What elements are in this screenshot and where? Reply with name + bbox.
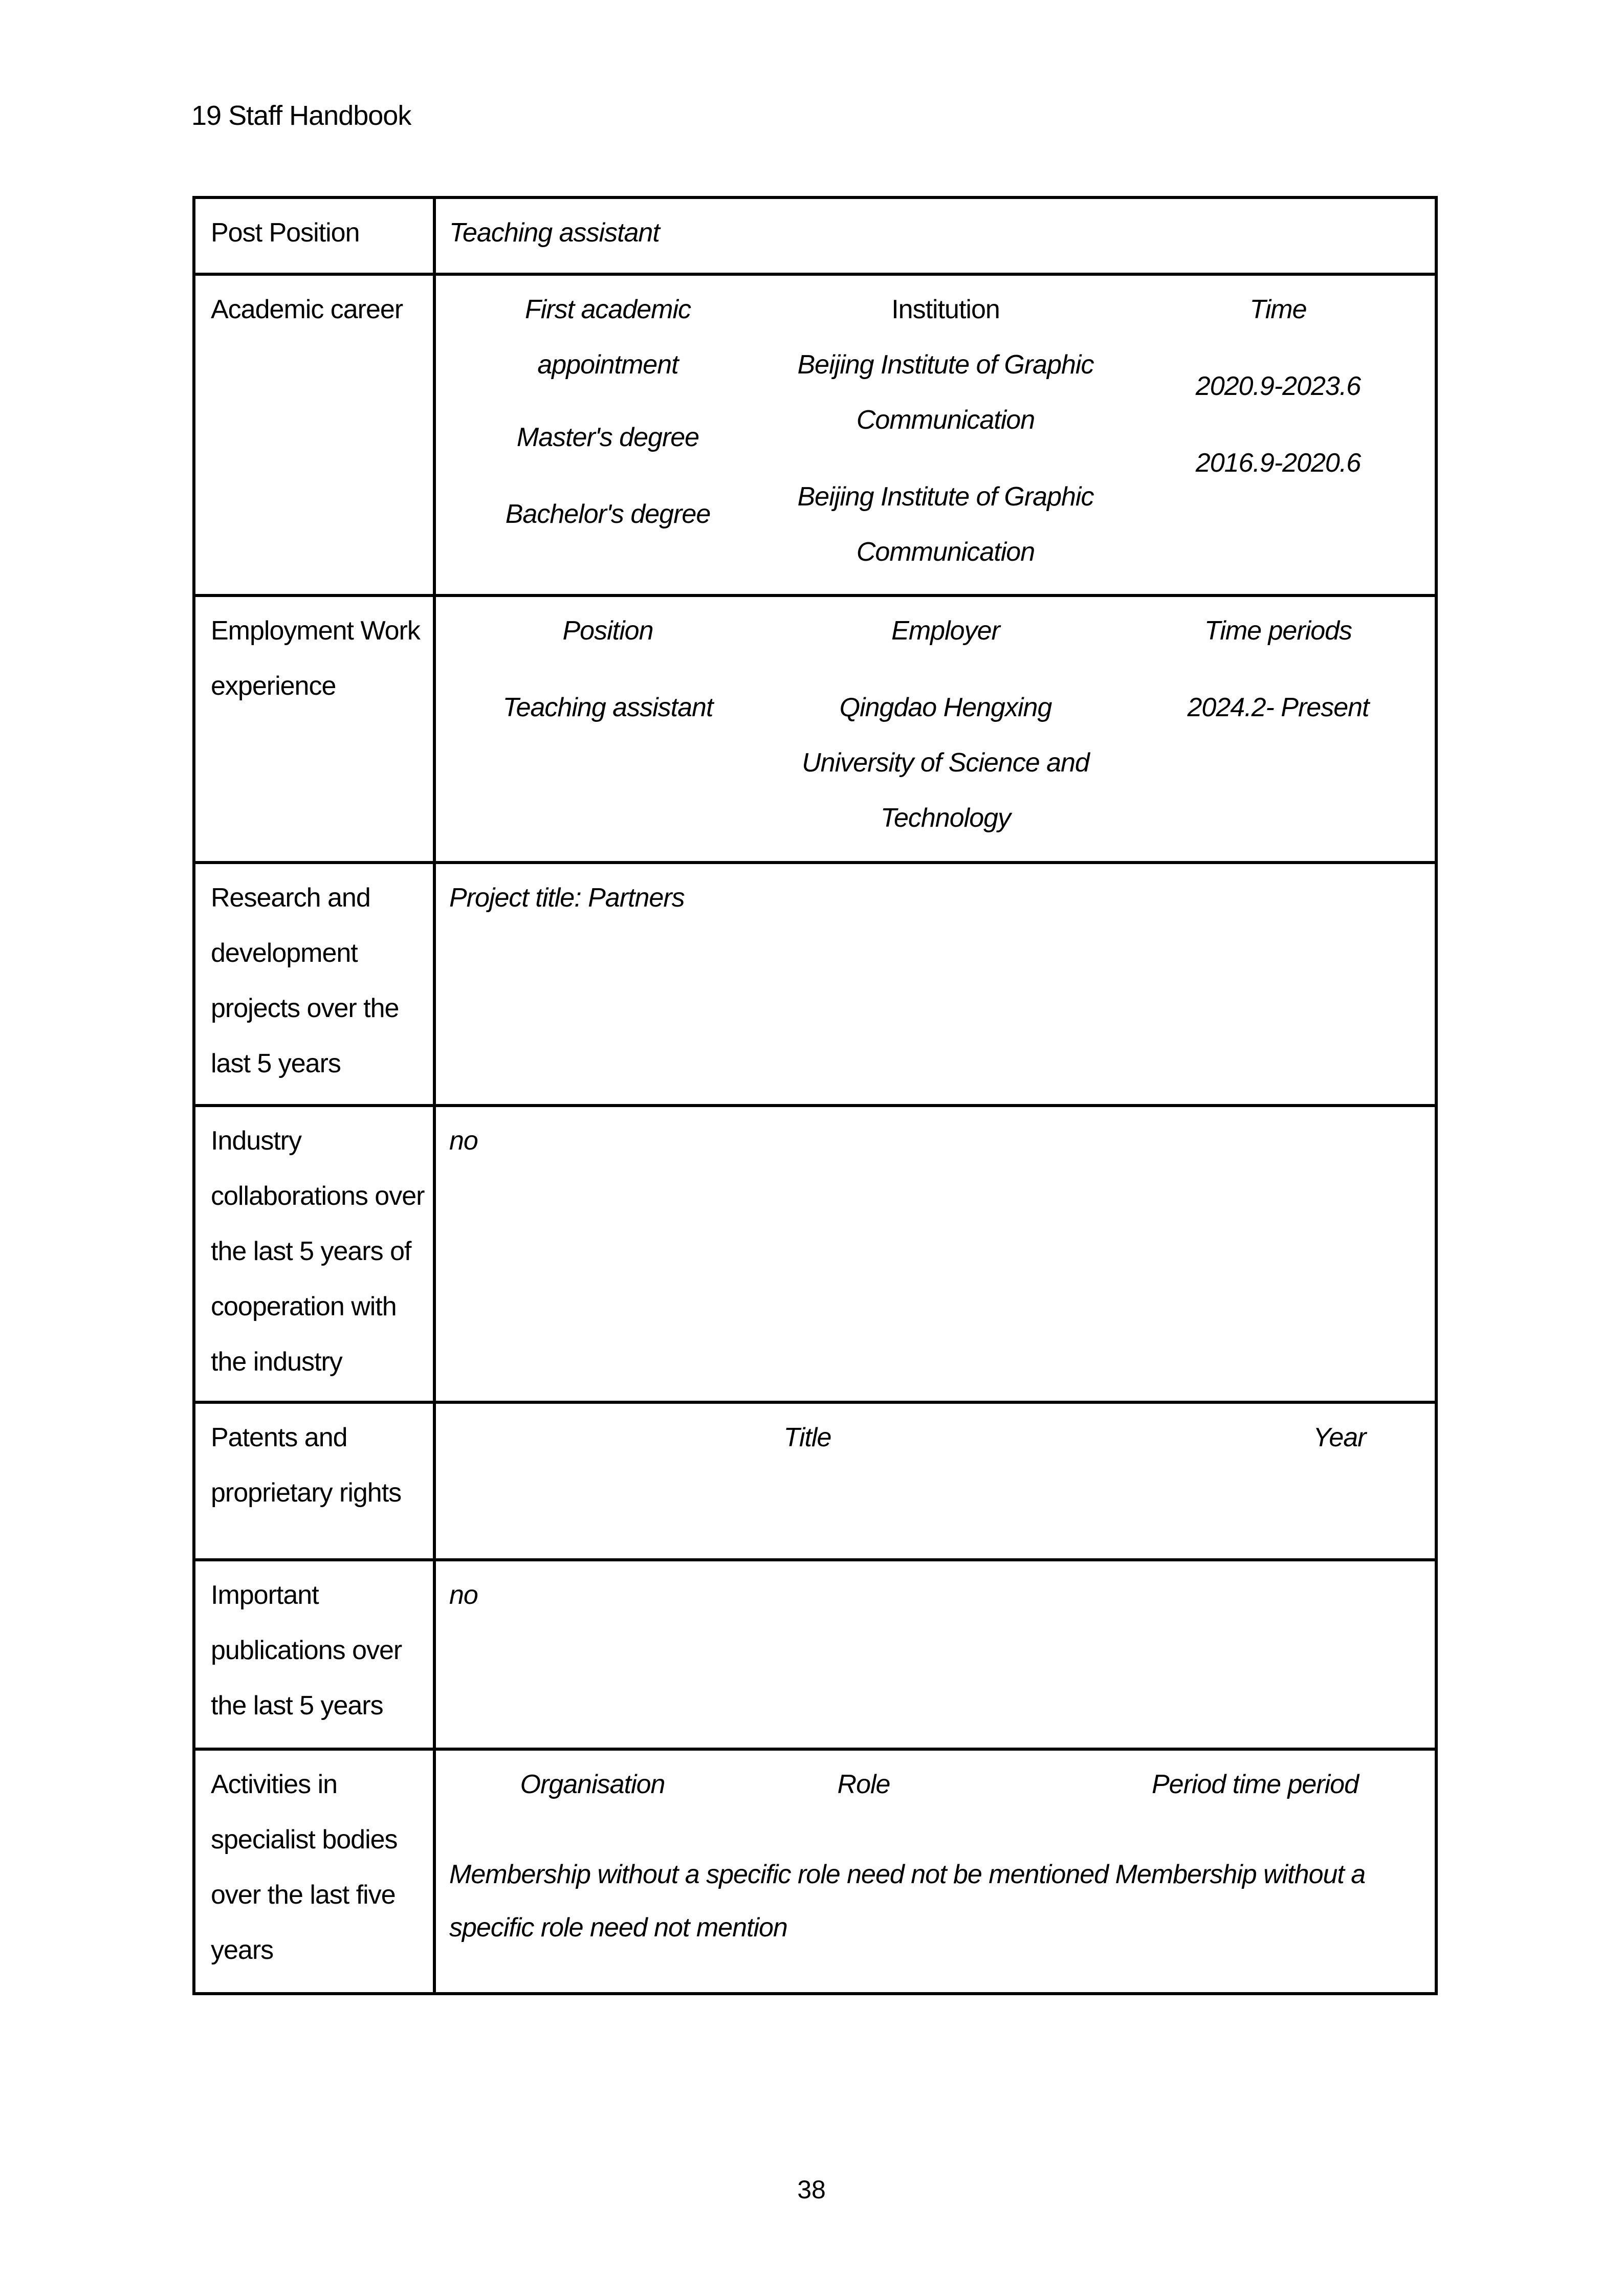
academic-institution-1 bbox=[766, 337, 1125, 448]
activities-note: Membership without a specific role need not be mentioned Membership without a specific role need not mention bbox=[449, 1860, 1366, 1942]
row-publications bbox=[194, 1560, 1436, 1749]
label-academic-career: Academic career bbox=[194, 274, 434, 595]
academic-header-institution: Institution bbox=[891, 295, 1000, 324]
employer-line1: Qingdao Hengxing bbox=[839, 693, 1052, 722]
activities-label-line: over the last five bbox=[211, 1880, 396, 1910]
employment-cell bbox=[434, 595, 1436, 863]
publications-label-line: publications over bbox=[211, 1636, 402, 1665]
employment-header-position: Position bbox=[562, 616, 653, 646]
label-research-projects bbox=[194, 863, 434, 1106]
row-industry-collaborations bbox=[194, 1106, 1436, 1402]
publications-label-line: Important bbox=[211, 1580, 319, 1610]
activities-grid bbox=[449, 1757, 1435, 1992]
label-patents bbox=[194, 1402, 434, 1560]
employment-employer-1 bbox=[766, 680, 1125, 846]
employment-position-1: Teaching assistant bbox=[502, 693, 713, 722]
staff-profile-table bbox=[192, 196, 1438, 1995]
running-header: 19 Staff Handbook bbox=[191, 100, 411, 131]
label-publications bbox=[194, 1560, 434, 1749]
academic-header-line1: First academic bbox=[524, 295, 691, 324]
patents-label-line: Patents and bbox=[211, 1423, 347, 1452]
value-post-position: Teaching assistant bbox=[434, 197, 1436, 274]
row-research-projects bbox=[194, 863, 1436, 1106]
employment-label-line2: experience bbox=[211, 671, 336, 701]
industry-label-line: the industry bbox=[211, 1347, 342, 1377]
employment-header-employer: Employer bbox=[891, 616, 1000, 646]
page-number: 38 bbox=[797, 2175, 826, 2204]
institution-1-line1: Beijing Institute of Graphic bbox=[797, 350, 1094, 380]
research-label-line: projects over the bbox=[211, 994, 399, 1023]
research-label-line: Research and bbox=[211, 883, 370, 913]
patents-grid bbox=[449, 1410, 1435, 1558]
publications-label-line: the last 5 years bbox=[211, 1691, 383, 1720]
academic-time-2: 2016.9-2020.6 bbox=[1195, 448, 1361, 478]
value-industry-collaborations: no bbox=[434, 1106, 1436, 1402]
academic-degree-2: Bachelor's degree bbox=[505, 499, 711, 529]
activities-label-line: years bbox=[211, 1935, 274, 1965]
activities-label-line: specialist bodies bbox=[211, 1825, 398, 1855]
activities-header-period: Period time period bbox=[1152, 1770, 1358, 1799]
patents-cell bbox=[434, 1402, 1436, 1560]
value-publications: no bbox=[434, 1560, 1436, 1749]
label-activities bbox=[194, 1749, 434, 1994]
row-patents bbox=[194, 1402, 1436, 1560]
row-post-position bbox=[194, 197, 1436, 274]
employer-line2: University of Science and bbox=[802, 748, 1089, 778]
academic-degree-1: Master's degree bbox=[516, 423, 699, 452]
label-industry-collaborations bbox=[194, 1106, 434, 1402]
patents-header-year: Year bbox=[1313, 1423, 1366, 1452]
label-employment bbox=[194, 595, 434, 863]
institution-1-line2: Communication bbox=[856, 405, 1035, 435]
activities-header-role: Role bbox=[837, 1770, 890, 1799]
employment-period-1: 2024.2- Present bbox=[1187, 693, 1369, 722]
academic-header-time: Time bbox=[1249, 295, 1307, 324]
research-label-line: last 5 years bbox=[211, 1049, 341, 1078]
activities-label-line: Activities in bbox=[211, 1770, 338, 1799]
industry-label-line: Industry bbox=[211, 1126, 301, 1156]
row-employment bbox=[194, 595, 1436, 863]
row-academic-career bbox=[194, 274, 1436, 595]
employment-grid bbox=[449, 603, 1435, 859]
institution-2-line2: Communication bbox=[856, 537, 1035, 567]
academic-time-1: 2020.9-2023.6 bbox=[1195, 371, 1361, 401]
employment-label-line1: Employment Work bbox=[211, 616, 420, 646]
row-activities bbox=[194, 1749, 1436, 1994]
activities-cell bbox=[434, 1749, 1436, 1994]
academic-header-first-appointment bbox=[449, 282, 766, 392]
academic-institution-2 bbox=[766, 469, 1125, 580]
industry-label-line: collaborations over bbox=[211, 1181, 425, 1211]
patents-header-title: Title bbox=[783, 1423, 831, 1452]
industry-label-line: cooperation with bbox=[211, 1292, 397, 1321]
label-post-position: Post Position bbox=[194, 197, 434, 274]
patents-label-line: proprietary rights bbox=[211, 1478, 402, 1508]
employer-line3: Technology bbox=[880, 803, 1011, 833]
industry-label-line: the last 5 years of bbox=[211, 1237, 411, 1266]
value-research-projects: Project title: Partners bbox=[434, 863, 1436, 1106]
employment-header-time-periods: Time periods bbox=[1204, 616, 1352, 646]
institution-2-line1: Beijing Institute of Graphic bbox=[797, 482, 1094, 512]
academic-header-line2: appointment bbox=[537, 350, 678, 380]
research-label-line: development bbox=[211, 938, 358, 968]
academic-career-grid bbox=[449, 282, 1435, 594]
activities-header-organisation: Organisation bbox=[520, 1770, 665, 1799]
academic-career-cell bbox=[434, 274, 1436, 595]
